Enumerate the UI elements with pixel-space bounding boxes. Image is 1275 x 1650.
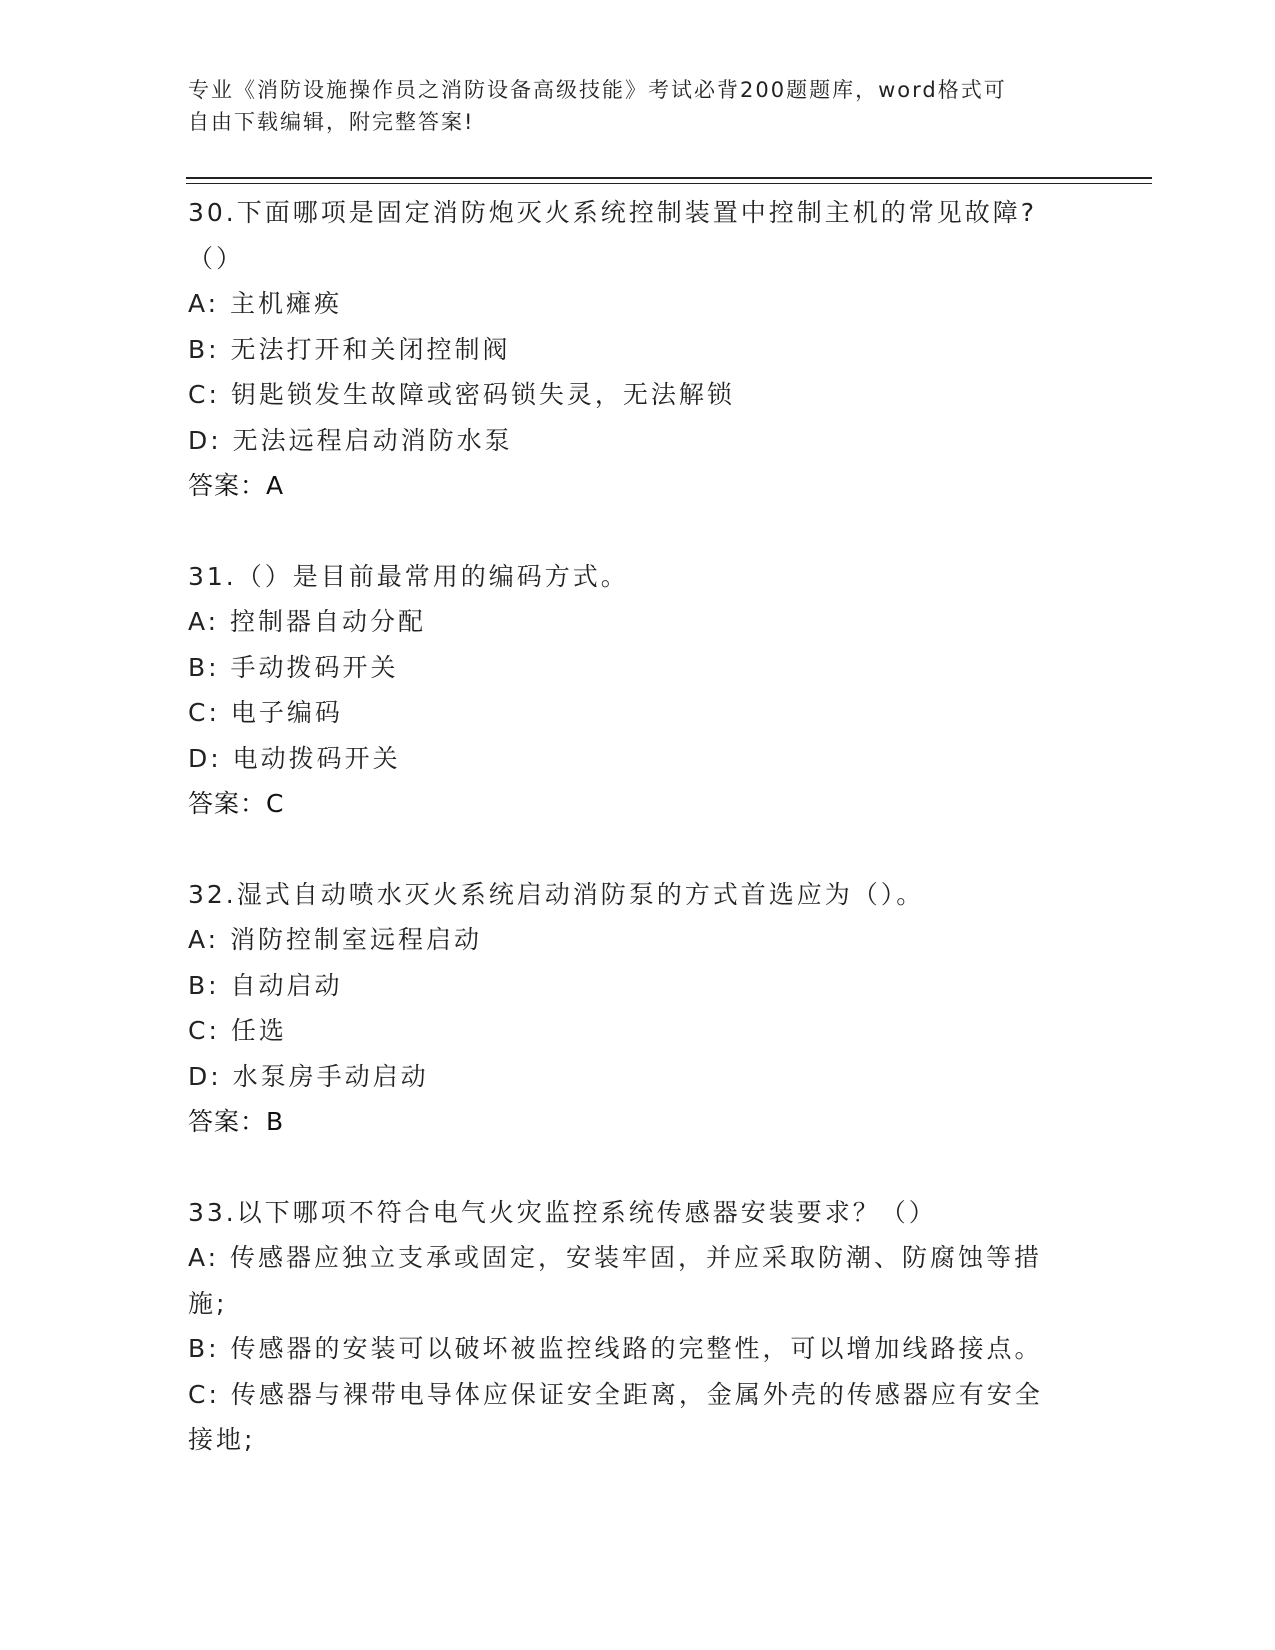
header-divider-thin xyxy=(186,183,1152,184)
question-31 xyxy=(188,554,1088,827)
question-32 xyxy=(188,872,1088,1145)
question-stem: 32.湿式自动喷水灭火系统启动消防泵的方式首选应为（）。 xyxy=(188,879,925,909)
option-a: A: 主机瘫痪 xyxy=(188,289,343,318)
answer: 答案：B xyxy=(188,1107,285,1136)
question-stem-continued: （） xyxy=(188,243,245,273)
question-33 xyxy=(188,1190,1088,1463)
option-b: B: 无法打开和关闭控制阀 xyxy=(188,334,511,364)
header-line-2: 自由下载编辑，附完整答案! xyxy=(188,110,475,134)
header-line-1: 专业《消防设施操作员之消防设备高级技能》考试必背200题题库，word格式可 xyxy=(188,78,1007,102)
document-header xyxy=(188,74,1068,138)
option-c: C: 任选 xyxy=(188,1016,287,1045)
option-d: D: 电动拨码开关 xyxy=(188,743,401,773)
option-a-continued: 施; xyxy=(188,1288,228,1318)
answer: 答案：A xyxy=(188,471,285,500)
option-b: B: 自动启动 xyxy=(188,970,343,1000)
question-stem: 33.以下哪项不符合电气火灾监控系统传感器安装要求？（） xyxy=(188,1197,937,1227)
answer: 答案：C xyxy=(188,789,285,818)
option-c-continued: 接地; xyxy=(188,1425,256,1454)
question-30 xyxy=(188,190,1088,509)
option-d: D: 水泵房手动启动 xyxy=(188,1061,429,1091)
question-stem: 30.下面哪项是固定消防炮灭火系统控制装置中控制主机的常见故障? xyxy=(188,198,1038,227)
question-stem: 31.（）是目前最常用的编码方式。 xyxy=(188,561,629,591)
option-b: B: 手动拨码开关 xyxy=(188,652,399,682)
option-d: D: 无法远程启动消防水泵 xyxy=(188,425,513,455)
option-a: A: 控制器自动分配 xyxy=(188,607,427,636)
option-b: B: 传感器的安装可以破坏被监控线路的完整性，可以增加线路接点。 xyxy=(188,1334,1043,1363)
option-c: C: 钥匙锁发生故障或密码锁失灵，无法解锁 xyxy=(188,380,735,409)
option-a: A: 传感器应独立支承或固定，安装牢固，并应采取防潮、防腐蚀等措 xyxy=(188,1243,1043,1272)
option-c: C: 传感器与裸带电导体应保证安全距离，金属外壳的传感器应有安全 xyxy=(188,1379,1043,1409)
option-a: A: 消防控制室远程启动 xyxy=(188,925,483,954)
question-list xyxy=(188,190,1088,1508)
header-divider-thick xyxy=(186,177,1152,179)
option-c: C: 电子编码 xyxy=(188,698,343,727)
